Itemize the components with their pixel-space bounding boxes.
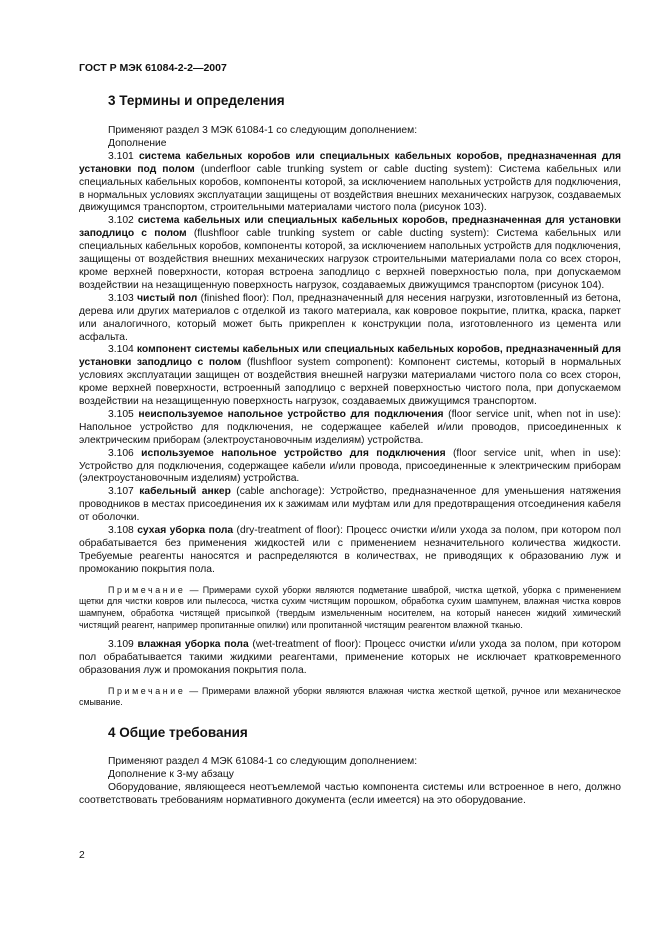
section-3-addition: Дополнение <box>108 137 167 149</box>
term-3-102: 3.102 система кабельных или специальных кабельных коробов, предназначенная для установки заподлицо с полом (flushfloor cable trunking system or cable ducting system): Система кабельных или специальных кабельных коробов, компоненты которой, за исключением напольных устройств для подключения, защищены от воздействия внешних механических нагрузок строительными материалами пола со всех сторон, кроме верхней поверхности, которая встроена заподлицо с верхней поверхностью пола, при допускаемом воздействии на незащищенную поверхность нагрузок, создаваемых движущимся транспортом (рисунок 104). <box>79 215 621 291</box>
note-wet-treatment: Примечание — Примерами влажной уборки являются влажная чистка жесткой щеткой, ручное или механическое смывание. <box>79 685 621 708</box>
section-4-text: Оборудование, являющееся неотъемлемой частью компонента системы или встроенное в него, должно соответствовать требованиям нормативного документа (если имеется) на это оборудование. <box>79 781 621 806</box>
section-4-title: 4 Общие требования <box>108 725 248 740</box>
term-3-101: 3.101 система кабельных коробов или специальных кабельных коробов, предназначенная для установки под полом (underfloor cable trunking system or cable ducting system): Система кабельных или специальных кабельных коробов, компоненты которой, за исключением напольных устройств для подключения, в нормальных условиях эксплуатации защищены от воздействия внешних механических нагрузок, создаваемых движущимся транспортом, строительными материалами чистого пола (рисунок 103). <box>79 150 621 214</box>
term-3-106: 3.106 используемое напольное устройство для подключения (floor service unit, when in use): Устройство для подключения, содержащее кабели и/или провода, присоединенные к электрическим приборам (электроустановочным изделиям) устройства. <box>79 447 621 485</box>
term-3-105: 3.105 неиспользуемое напольное устройство для подключения (floor service unit, when not in use): Напольное устройство для подключения, не содержащее кабелей и/или проводов, присоединенных к электрическим приборам (электроустановочным изделиям) устройства. <box>79 408 621 446</box>
document-header: ГОСТ Р МЭК 61084-2-2—2007 <box>79 62 227 74</box>
term-3-109: 3.109 влажная уборка пола (wet-treatment of floor): Процесс очистки и/или ухода за полом, при котором пол обрабатывается такими жидкими реагентами, применение которых не исключает кратковременного образования луж и промокания покрытия пола. <box>79 639 621 676</box>
section-4-addition: Дополнение к 3-му абзацу <box>108 768 234 780</box>
section-3-intro: Применяют раздел 3 МЭК 61084-1 со следующим дополнением: <box>108 125 418 136</box>
page-number: 2 <box>79 850 85 861</box>
term-3-107: 3.107 кабельный анкер (cable anchorage): Устройство, предназначенное для уменьшения натяжения проводников в местах присоединения их к зажимам или муфтам или для предотвращения отсоединения кабеля от оболочки. <box>79 486 621 524</box>
section-3-title: 3 Термины и определения <box>108 93 285 108</box>
note-dry-treatment: Примечание — Примерами сухой уборки являются подметание шваброй, чистка щеткой, уборка с применением щетки для чистки ковров или пылесоса, чистка сухим чистящим порошком, обработка сухим шампунем, влажная чистка ковров шампунем, обработка чистящей присыпкой (твердым измельченным носителем, на который нанесен жидкий химический чистящий реагент, например пропитанные опилки) или пропитанной чистящим реагентом влажной тканью. <box>79 584 621 630</box>
term-3-104: 3.104 компонент системы кабельных или специальных кабельных коробов, предназначенный для установки заподлицо с полом (flushfloor system component): Компонент системы, который в нормальных условиях эксплуатации защищен от воздействия внешней нагрузки материалами чистого пола со всех сторон, кроме верхней поверхности, встроенный заподлицо с верхней поверхностью чистого пола, при допускаемом воздействии на незащищенную поверхность нагрузок, создаваемых движущимся транспортом. <box>79 344 621 408</box>
term-3-108: 3.108 сухая уборка пола (dry-treatment of floor): Процесс очистки и/или ухода за полом, при котором пол обрабатывается без применения жидкостей или с применением незначительного количества жидкости. Требуемые реагенты наносятся и распределяются в количествах, не приводящих к образованию луж и промоканию покрытия пола. <box>79 525 621 575</box>
term-3-103: 3.103 чистый пол (finished floor): Пол, предназначенный для несения нагрузки, изготовленный из бетона, дерева или других материалов с отделкой из такого материала, как ковровое покрытие, плитка, краска, паркет или аналогичного, который может быть прикреплен к конструкции пола, изготовленного из цемента или асфальта. <box>79 292 621 343</box>
section-4-intro: Применяют раздел 4 МЭК 61084-1 со следующим дополнением: <box>108 756 418 767</box>
